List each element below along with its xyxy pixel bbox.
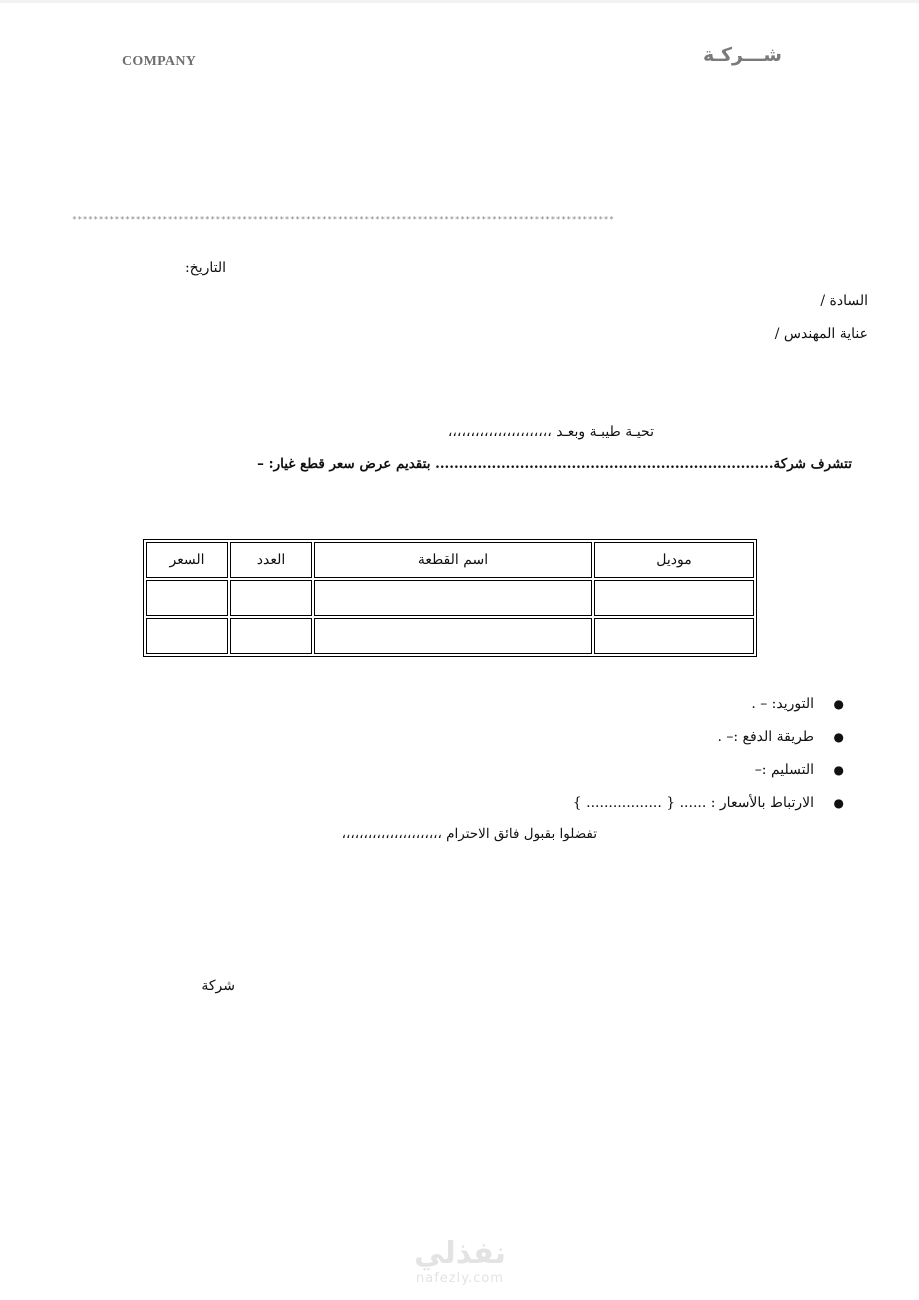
term-payment: طريقة الدفع :– . — [717, 729, 814, 745]
header-cell-price: السعر — [146, 542, 228, 578]
greeting-text: تحيـة طيبـة وبعـد ،،،،،،،،،،،،،،،،،،،،،،، — [447, 424, 654, 440]
bullet-icon: ● — [833, 763, 844, 777]
watermark-arabic: نفذلي — [414, 1236, 506, 1271]
signature-company: شركة — [201, 978, 235, 994]
table-row — [146, 618, 754, 654]
table-cell — [230, 618, 312, 654]
term-delivery: التسليم :– — [754, 762, 814, 778]
header-cell-quantity: العدد — [230, 542, 312, 578]
header-separator: ****************************************************************************************************** — [72, 215, 615, 224]
table-cell — [594, 580, 754, 616]
page-top-edge — [0, 0, 919, 3]
term-supply: التوريد: – . — [751, 696, 814, 712]
table-cell — [146, 618, 228, 654]
recipient-label: السادة / — [820, 293, 868, 309]
table-cell — [314, 580, 592, 616]
table-cell — [230, 580, 312, 616]
table-row — [146, 580, 754, 616]
parts-table — [143, 539, 757, 657]
term-price-validity: الارتباط بالأسعار : ...... { ................. } — [572, 795, 814, 811]
header-cell-model: موديل — [594, 542, 754, 578]
list-item — [573, 690, 844, 723]
terms-list — [572, 690, 844, 822]
bullet-icon: ● — [833, 796, 844, 810]
intro-text: تتشرف شركة........................................................................ بتقديم عرض سعر قطع غيار: – — [257, 456, 852, 472]
watermark-logo — [400, 1237, 520, 1286]
company-name-arabic: شـــركـة — [702, 44, 782, 66]
engineer-attention-label: عناية المهندس / — [774, 326, 868, 342]
closing-text: تفضلوا بقبول فائق الاحترام ،،،،،،،،،،،،،،،،،،،،،،، — [341, 826, 597, 842]
bullet-icon: ● — [833, 730, 844, 744]
table-header-row — [146, 542, 754, 578]
table-cell — [146, 580, 228, 616]
header-cell-part-name: اسم القطعة — [314, 542, 592, 578]
company-name-english: COMPANY — [122, 54, 197, 69]
watermark-url: nafezly.com — [416, 1271, 504, 1286]
date-label: التاريخ: — [184, 260, 226, 276]
table-cell — [314, 618, 592, 654]
list-item — [572, 789, 844, 822]
list-item — [573, 756, 844, 789]
bullet-icon: ● — [833, 697, 844, 711]
list-item — [573, 723, 844, 756]
table-cell — [594, 618, 754, 654]
